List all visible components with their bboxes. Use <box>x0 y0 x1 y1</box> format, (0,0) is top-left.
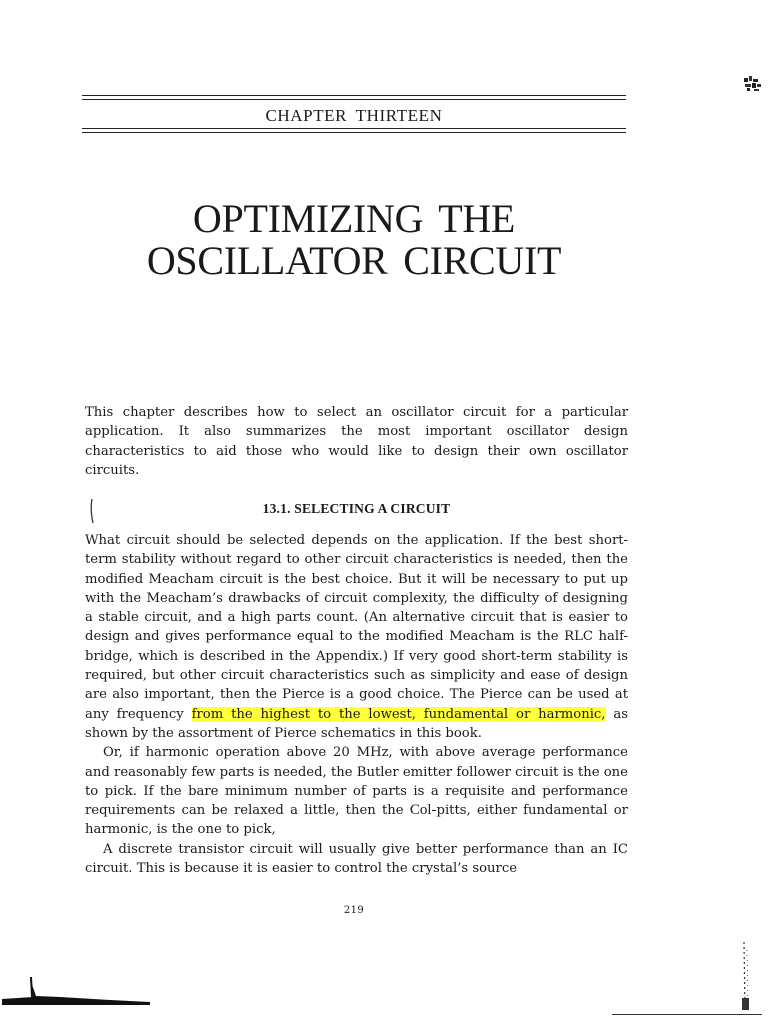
intro-paragraph <box>85 403 628 480</box>
corner-scan-mark <box>742 74 764 94</box>
paragraph-1 <box>85 531 628 743</box>
paragraph-3: A discrete transistor circuit will usually give better performance than an IC circuit. This is because it is easier to control the crystal’s source <box>85 841 628 877</box>
top-rule-lower <box>82 99 626 100</box>
intro-text: This chapter describes how to select an oscillator circuit for a particular application. It also summarizes the most important oscillator design characteristics to aid those who would like to design their own oscillator circuits. <box>85 405 628 478</box>
chapter-title-line-1: OPTIMIZING THE <box>192 196 516 241</box>
chapter-title-line-2: OSCILLATOR CIRCUIT <box>146 238 562 283</box>
bottom-right-line <box>612 1014 762 1015</box>
paragraph-2-text-start: Or, if harmonic operation above 20 MHz, with above average performance and reasonably few parts is needed, the Butler emitter follower circuit is the one to pick. If the bare minimum number of parts is a requisite and performance requirements can be relaxed a little, then the <box>85 745 628 819</box>
chapter-rule-upper <box>82 128 626 129</box>
top-rule-upper <box>82 95 626 96</box>
bottom-left-scan-blob <box>0 975 160 1010</box>
page-number: 219 <box>343 905 365 916</box>
paragraph-1-text-start: What circuit should be selected depends on the application. If the best short-term stability without regard to other circuit characteristics is needed, then the modified Meacham circuit is the best choice. But it will be necessary to put up with the Meacham’s drawbacks of circuit complexity, the difficulty of designing a stable circuit, and a high parts count. (An alternative circuit that is easier to design and gives performance equal to the modified Meacham is the RLC half-bridge, which is described in the Appendix.) If very good short-term stability is required, but other circuit characteristics such as simplicity and ease of design are also important, then the Pierce is a good choice. The Pierce can be used at any frequency <box>85 533 628 722</box>
paragraph-2-text-end: pitts, either fundamental or harmonic, is the one to pick, <box>85 803 628 838</box>
paragraph-1-text-end: as shown by the assortment of Pierce schematics in this book. <box>85 706 628 741</box>
right-edge-scan-marks <box>736 940 756 1012</box>
section-heading: 13.1. SELECTING A CIRCUIT <box>262 501 451 516</box>
chapter-rule-lower <box>82 132 626 133</box>
chapter-title <box>82 198 626 282</box>
paragraph-2 <box>85 743 628 839</box>
section-body <box>85 531 628 878</box>
paragraph-2-col-word: Col- <box>409 802 437 819</box>
chapter-label: CHAPTER THIRTEEN <box>265 106 443 125</box>
highlighted-text: from the highest to the lowest, fundamental or harmonic, <box>191 706 606 722</box>
